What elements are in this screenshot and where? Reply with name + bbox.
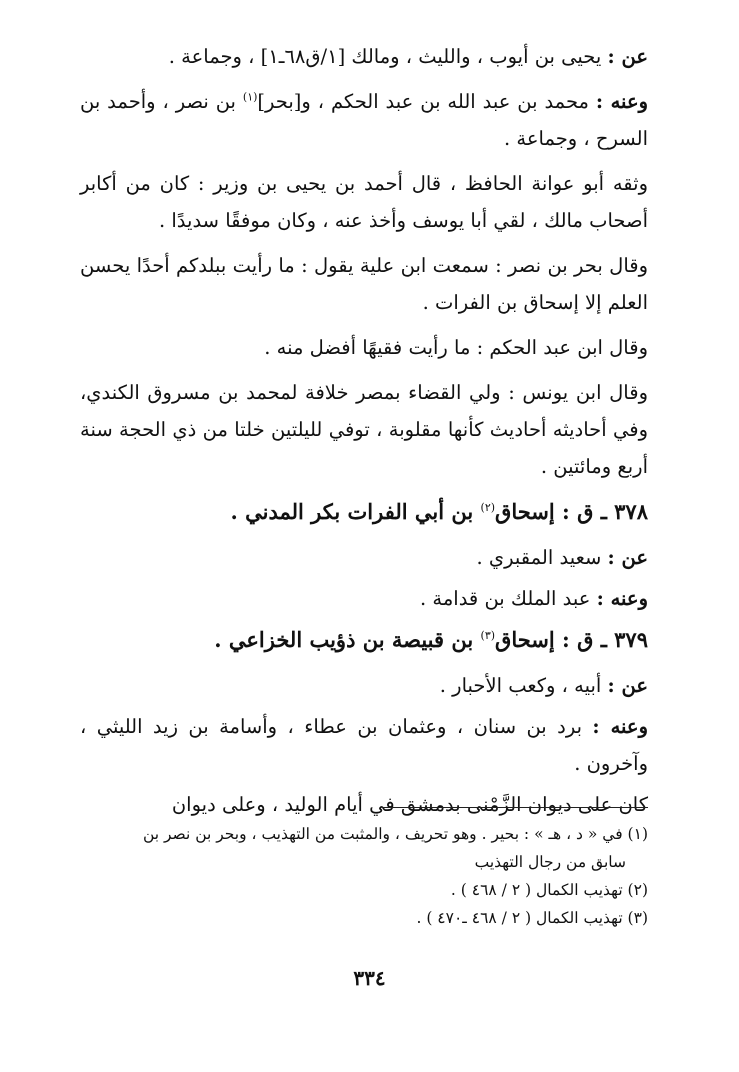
footnotes [80,820,648,932]
entry-378-to-text: عبد الملك بن قدامة . [419,587,597,610]
bahr-quote-text: وقال بحر بن نصر : سمعت ابن علية يقول : ما رأيت ببلدكم أحدًا يحسن العلم إلا إسحاق بن الفرات . [80,254,648,314]
ibn-yunus-paragraph [80,374,648,485]
entry-379-heading [80,621,648,659]
anhu-label: وعنه : [596,587,648,610]
narrators-to-text-cont: بن نصر ، وأحمد بن السرح ، وجماعة . [80,90,648,150]
narrators-from-paragraph [80,38,648,75]
entry-379-title: ٣٧٩ ـ ق : إسحاق [495,627,648,652]
footnote-ref-1[interactable]: (١) [242,90,258,104]
page-body [80,38,648,831]
footnote-ref-2[interactable]: (٢) [480,501,496,514]
footnote-1-cont: سابق من رجال التهذيب [474,853,626,871]
an-label: عن : [607,45,648,68]
entry-378-title: ٣٧٨ ـ ق : إسحاق [495,499,648,524]
entry-379-to-text: برد بن سنان ، وعثمان بن عطاء ، وأسامة بن زيد الليثي ، وآخرون . [80,715,648,775]
footnote-1: (١) في « د ، هـ » : بحير . وهو تحريف ، والمثبت من التهذيب ، وبحر بن نصر بن [142,825,648,843]
ibn-abd-alhakam-text: وقال ابن عبد الحكم : ما رأيت فقيهًا أفضل منه . [264,336,648,359]
entry-378-from-text: سعيد المقبري . [476,546,608,569]
entry-378-from [80,539,648,576]
tawthiq-paragraph [80,165,648,239]
ibn-abd-alhakam-paragraph [80,329,648,366]
narrators-to-paragraph [80,83,648,157]
anhu-label: وعنه : [592,715,648,738]
anhu-label: وعنه : [595,90,648,113]
entry-379-title-cont: بن قبيصة بن ذؤيب الخزاعي . [214,627,481,652]
footnote-ref-3[interactable]: (٣) [480,629,496,642]
page-number: ٣٣٤ [353,966,386,990]
footnote-3: (٣) تهذيب الكمال ( ٢ / ٤٦٨ ـ٤٧٠ ) . [416,909,648,927]
tawthiq-text: وثقه أبو عوانة الحافظ ، قال أحمد بن يحيى بن وزير : كان من أكابر أصحاب مالك ، لقي أبا يوسف وأخذ عنه ، وكان موفقًا سديدًا . [80,172,648,232]
an-label: عن : [607,546,648,569]
footnote-2: (٢) تهذيب الكمال ( ٢ / ٤٦٨ ) . [450,881,648,899]
ibn-yunus-text: وقال ابن يونس : ولي القضاء بمصر خلافة لمحمد بن مسروق الكندي، وفي أحاديثه أحاديث كأنها مقلوبة ، توفي لليلتين خلتا من ذي الحجة سنة أربع ومائتين . [80,381,648,478]
narrators-to-text: محمد بن عبد الله بن عبد الحكم ، و[بحر] [257,90,596,113]
entry-379-from [80,667,648,704]
entry-379-from-text: أبيه ، وكعب الأحبار . [439,674,608,697]
bahr-quote-paragraph [80,247,648,321]
entry-378-to [80,580,648,617]
narrators-from-text: يحيى بن أيوب ، والليث ، ومالك [١/ق٦٨ـ١] ، وجماعة . [168,45,608,68]
entry-379-note-text: كان على ديوان الزَّمْنى بدمشق في أيام الوليد ، وعلى ديوان [171,793,648,816]
entry-378-heading [80,493,648,531]
an-label: عن : [607,674,648,697]
footnote-divider [382,807,648,808]
entry-379-note [80,786,648,823]
entry-379-to [80,708,648,782]
entry-378-title-cont: بن أبي الفرات بكر المدني . [230,499,481,524]
